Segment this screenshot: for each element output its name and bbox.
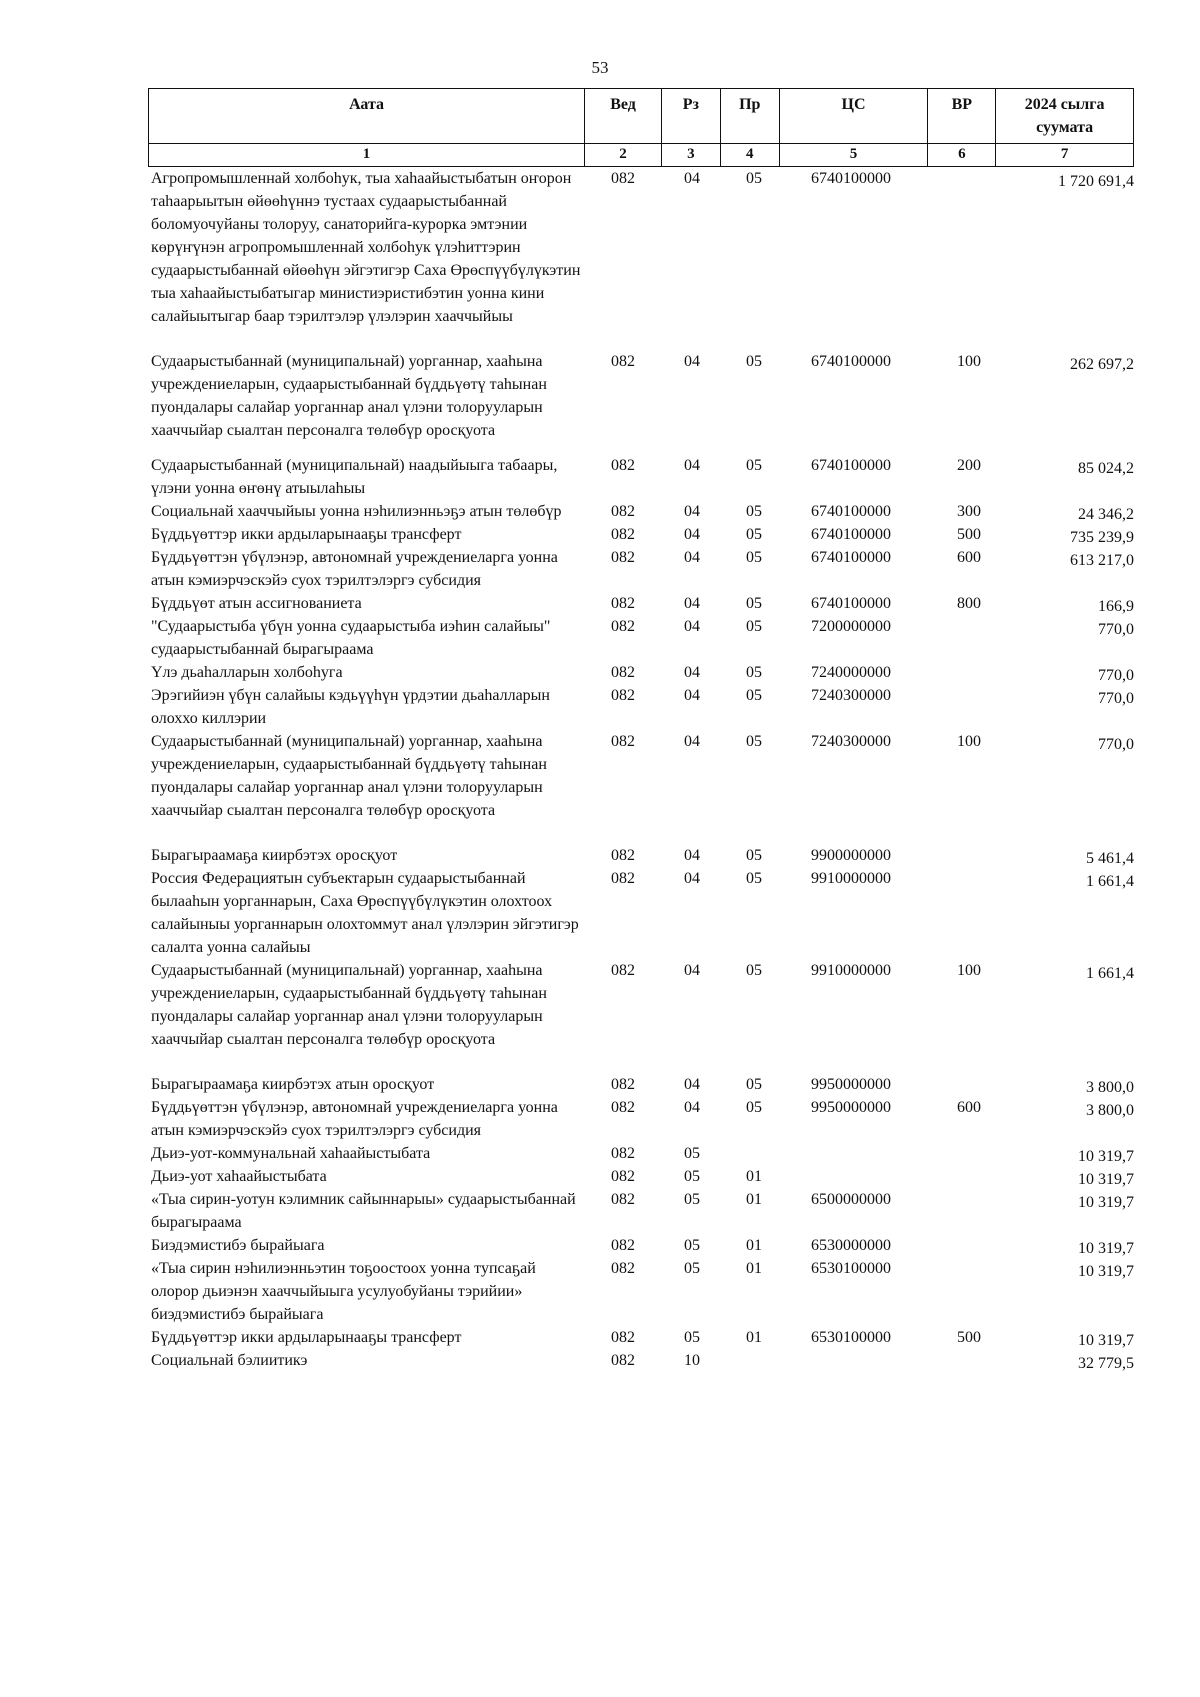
- row-ved: 082: [611, 595, 635, 612]
- row-rz: 05: [684, 1260, 700, 1277]
- row-name: Социальнай бэлиитикэ: [151, 1352, 308, 1369]
- row-pr: 05: [746, 962, 762, 979]
- row-cs: 6740100000: [811, 353, 891, 370]
- header-cs: ЦС: [780, 89, 929, 143]
- row-amount: 770,0: [1098, 690, 1134, 707]
- row-pr: 05: [746, 457, 762, 474]
- row-ved: 082: [611, 664, 635, 681]
- table-row: [151, 454, 1137, 500]
- row-pr: 05: [746, 1076, 762, 1093]
- row-name: Бүддьүөттэр икки ардыларынааҕы трансферт: [151, 526, 462, 543]
- row-pr: 05: [746, 595, 762, 612]
- row-ved: 082: [611, 503, 635, 520]
- row-amount: 85 024,2: [1078, 460, 1134, 477]
- row-name: Судаарыстыбаннай (муниципальнай) наадыйыыга табаары, үлэни уонна өҥөнү атыылаһыы: [151, 457, 558, 497]
- row-name: Бүддьүөттэр икки ардыларынааҕы трансферт: [151, 1329, 462, 1346]
- row-cs: 6740100000: [811, 549, 891, 566]
- row-cs: 9950000000: [811, 1076, 891, 1093]
- row-pr: 05: [746, 1099, 762, 1116]
- row-rz: 04: [684, 870, 700, 887]
- row-rz: 04: [684, 170, 700, 187]
- row-rz: 05: [684, 1191, 700, 1208]
- row-ved: 082: [611, 1260, 635, 1277]
- row-pr: 05: [746, 526, 762, 543]
- row-rz: 05: [684, 1145, 700, 1162]
- row-amount: 1 720 691,4: [1058, 173, 1134, 190]
- row-name: Биэдэмистибэ бырайыага: [151, 1237, 325, 1254]
- row-amount: 3 800,0: [1086, 1102, 1134, 1119]
- row-rz: 04: [684, 549, 700, 566]
- header-name: Аата: [149, 89, 585, 143]
- row-ved: 082: [611, 1076, 635, 1093]
- row-ved: 082: [611, 1352, 635, 1369]
- row-cs: 7200000000: [811, 618, 891, 635]
- row-name: Россия Федерациятын субъектарын судаарыстыбаннай былааһын уорганнарын, Саха Өрөспүүбүлүкэтин олохтоох салайыныы уорганнарын олохтоммут анал үлэлэрин эйгэтигэр салалта уонна салайыы: [151, 870, 579, 956]
- table-row: [151, 1188, 1137, 1234]
- table-row: [151, 684, 1137, 730]
- row-ved: 082: [611, 526, 635, 543]
- table-row: [151, 867, 1137, 959]
- row-name: Агропромышленнай холбоһук, тыа хаһаайыстыбатын оҥорон таһаарыытын өйөөһүннэ тустаах судаарыстыбаннай боломуочуйаны толоруу, санаторийга-курорка эмтэнии көрүҥүнэн агропромышленнай холбоһук үлэһиттэрин судаарыстыбаннай өйөөһүн эйгэтигэр Саха Өрөспүүбүлүкэтин тыа хаһаайыстыбатыгар министиэристибэтин уонна кини салайыытыгар баар тэрилтэлэр үлэлэрин хааччыйыы: [151, 170, 581, 325]
- row-rz: 04: [684, 1099, 700, 1116]
- row-pr: 05: [746, 503, 762, 520]
- row-ved: 082: [611, 1237, 635, 1254]
- row-rz: 10: [684, 1352, 700, 1369]
- row-ved: 082: [611, 1168, 635, 1185]
- table-header: [148, 88, 1134, 167]
- row-rz: 04: [684, 687, 700, 704]
- row-amount: 10 319,7: [1078, 1148, 1134, 1165]
- row-rz: 04: [684, 618, 700, 635]
- table-row: [151, 167, 1137, 328]
- row-ved: 082: [611, 549, 635, 566]
- row-cs: 6740100000: [811, 503, 891, 520]
- row-ved: 082: [611, 1145, 635, 1162]
- header-pr: Пр: [721, 89, 780, 143]
- header-rz: Рз: [662, 89, 721, 143]
- table-row: [151, 959, 1137, 1051]
- row-amount: 3 800,0: [1086, 1079, 1134, 1096]
- header-amount-line1: 2024 сылга: [1024, 96, 1105, 113]
- header-amount-line2: суумата: [1036, 119, 1094, 136]
- row-name: Социальнай хааччыйыы уонна нэһилиэнньэҕэ атын төлөбүр: [151, 503, 562, 520]
- row-rz: 04: [684, 664, 700, 681]
- table-row: [151, 1349, 1137, 1372]
- row-vr: 500: [957, 1329, 981, 1346]
- header-vr: ВР: [928, 89, 996, 143]
- row-amount: 10 319,7: [1078, 1240, 1134, 1257]
- table-row: [151, 350, 1137, 442]
- row-pr: 05: [746, 733, 762, 750]
- row-amount: 1 661,4: [1086, 965, 1134, 982]
- row-pr: 05: [746, 618, 762, 635]
- header-num: 7: [1060, 146, 1069, 162]
- row-vr: 100: [957, 962, 981, 979]
- row-cs: 6530100000: [811, 1329, 891, 1346]
- header-num: 2: [585, 144, 662, 166]
- row-name: «Тыа сирин нэһилиэнньэтин тоҕоостоох уонна тупсаҕай олорор дьиэнэн хааччыйыыга усулуобуйаны тэрийии» биэдэмистибэ бырайыага: [151, 1260, 536, 1323]
- row-name: "Судаарыстыба үбүн уонна судаарыстыба иэһин салайыы" судаарыстыбаннай бырагыраама: [151, 618, 551, 658]
- header-number-row: [148, 143, 1134, 167]
- row-amount: 770,0: [1098, 621, 1134, 638]
- header-title-row: [148, 88, 1134, 143]
- row-vr: 200: [957, 457, 981, 474]
- row-cs: 9950000000: [811, 1099, 891, 1116]
- row-pr: 05: [746, 664, 762, 681]
- row-amount: 770,0: [1098, 736, 1134, 753]
- header-ved: Вед: [585, 89, 662, 143]
- row-cs: 6740100000: [811, 170, 891, 187]
- row-name: Эрэгийиэн үбүн салайыы кэдьүүһүн үрдэтии дьаһалларын олоххо киллэрии: [151, 687, 550, 727]
- row-amount: 5 461,4: [1086, 850, 1134, 867]
- row-rz: 04: [684, 733, 700, 750]
- row-ved: 082: [611, 962, 635, 979]
- table-row: [151, 1165, 1137, 1188]
- row-rz: 05: [684, 1237, 700, 1254]
- row-amount: 10 319,7: [1078, 1332, 1134, 1349]
- row-rz: 04: [684, 503, 700, 520]
- header-num: 6: [928, 144, 996, 166]
- row-pr: 01: [746, 1260, 762, 1277]
- row-pr: 05: [746, 549, 762, 566]
- row-amount: 24 346,2: [1078, 506, 1134, 523]
- row-name: Бүддьүөттэн үбүлэнэр, автономнай учреждениеларга уонна атын кэмиэрчэскэйэ суох тэрилтэлэргэ субсидия: [151, 549, 558, 589]
- row-cs: 7240300000: [811, 733, 891, 750]
- header-amount: [996, 89, 1133, 143]
- row-cs: 6530000000: [811, 1237, 891, 1254]
- table-row: [151, 661, 1137, 684]
- row-cs: 6740100000: [811, 457, 891, 474]
- page-number: 53: [591, 58, 609, 77]
- row-name: Судаарыстыбаннай (муниципальнай) уорганнар, хааһына учреждениеларын, судаарыстыбаннай бүддьүөтү таһынан пуондалары салайар уорганнар анал үлэни толорууларын хааччыйар сыалтан персоналга төлөбүр оросқуота: [151, 962, 547, 1048]
- row-ved: 082: [611, 1329, 635, 1346]
- row-rz: 04: [684, 1076, 700, 1093]
- row-cs: 6740100000: [811, 595, 891, 612]
- row-amount: 10 319,7: [1078, 1194, 1134, 1211]
- row-ved: 082: [611, 1191, 635, 1208]
- table-row: [151, 546, 1137, 592]
- table-row: [151, 1142, 1137, 1165]
- row-vr: 500: [957, 526, 981, 543]
- row-name: Бырагыраамаҕа киирбэтэх оросқуот: [151, 847, 398, 864]
- row-name: Бүддьүөт атын ассигнованиета: [151, 595, 362, 612]
- row-pr: 05: [746, 870, 762, 887]
- row-pr: 01: [746, 1168, 762, 1185]
- table-row: [151, 1234, 1137, 1257]
- row-vr: 600: [957, 1099, 981, 1116]
- row-cs: 9900000000: [811, 847, 891, 864]
- row-vr: 800: [957, 595, 981, 612]
- row-ved: 082: [611, 353, 635, 370]
- row-name: Бырагыраамаҕа киирбэтэх атын оросқуот: [151, 1076, 435, 1093]
- row-pr: 05: [746, 687, 762, 704]
- row-pr: 01: [746, 1329, 762, 1346]
- row-ved: 082: [611, 870, 635, 887]
- row-cs: 7240300000: [811, 687, 891, 704]
- row-rz: 04: [684, 962, 700, 979]
- row-cs: 7240000000: [811, 664, 891, 681]
- row-pr: 01: [746, 1191, 762, 1208]
- row-amount: 32 779,5: [1078, 1355, 1134, 1372]
- row-rz: 04: [684, 526, 700, 543]
- table-row: [151, 844, 1137, 867]
- row-amount: 10 319,7: [1078, 1171, 1134, 1188]
- row-rz: 04: [684, 595, 700, 612]
- row-ved: 082: [611, 847, 635, 864]
- row-rz: 05: [684, 1329, 700, 1346]
- row-name: Үлэ дьаһалларын холбоһуга: [151, 664, 343, 681]
- table-row: [151, 592, 1137, 615]
- row-vr: 100: [957, 353, 981, 370]
- row-cs: 9910000000: [811, 870, 891, 887]
- row-name: Дьиэ-уот-коммунальнай хаһаайыстыбата: [151, 1145, 431, 1162]
- row-ved: 082: [611, 170, 635, 187]
- table-row: [151, 500, 1137, 523]
- header-num: 3: [662, 144, 721, 166]
- row-name: Судаарыстыбаннай (муниципальнай) уорганнар, хааһына учреждениеларын, судаарыстыбаннай бүддьүөтү таһынан пуондалары салайар уорганнар анал үлэни толорууларын хааччыйар сыалтан персоналга төлөбүр оросқуота: [151, 353, 547, 439]
- row-name: Дьиэ-уот хаһаайыстыбата: [151, 1168, 327, 1185]
- table-row: [151, 1257, 1137, 1326]
- row-vr: 600: [957, 549, 981, 566]
- row-amount: 770,0: [1098, 667, 1134, 684]
- row-cs: 6740100000: [811, 526, 891, 543]
- row-rz: 04: [684, 457, 700, 474]
- row-pr: 05: [746, 170, 762, 187]
- header-num: 5: [780, 144, 929, 166]
- table-row: [151, 523, 1137, 546]
- row-ved: 082: [611, 618, 635, 635]
- row-name: «Тыа сирин-уотун кэлимник сайыннарыы» судаарыстыбаннай бырагыраама: [151, 1191, 576, 1231]
- row-amount: 613 217,0: [1070, 552, 1134, 569]
- row-cs: 6500000000: [811, 1191, 891, 1208]
- table-body: [151, 167, 1137, 1372]
- row-rz: 04: [684, 847, 700, 864]
- row-ved: 082: [611, 733, 635, 750]
- row-pr: 05: [746, 353, 762, 370]
- row-ved: 082: [611, 457, 635, 474]
- row-cs: 6530100000: [811, 1260, 891, 1277]
- table-row: [151, 615, 1137, 661]
- row-amount: 735 239,9: [1070, 529, 1134, 546]
- row-name: Судаарыстыбаннай (муниципальнай) уорганнар, хааһына учреждениеларын, судаарыстыбаннай бүддьүөтү таһынан пуондалары салайар уорганнар анал үлэни толорууларын хааччыйар сыалтан персоналга төлөбүр оросқуота: [151, 733, 547, 819]
- row-pr: 05: [746, 847, 762, 864]
- row-pr: 01: [746, 1237, 762, 1254]
- table-row: [151, 1073, 1137, 1096]
- row-vr: 300: [957, 503, 981, 520]
- row-ved: 082: [611, 687, 635, 704]
- table-row: [151, 1096, 1137, 1142]
- row-amount: 166,9: [1098, 598, 1134, 615]
- row-rz: 05: [684, 1168, 700, 1185]
- row-name: Бүддьүөттэн үбүлэнэр, автономнай учреждениеларга уонна атын кэмиэрчэскэйэ суох тэрилтэлэргэ субсидия: [151, 1099, 558, 1139]
- row-amount: 10 319,7: [1078, 1263, 1134, 1280]
- table-row: [151, 1326, 1137, 1349]
- row-amount: 1 661,4: [1086, 873, 1134, 890]
- row-rz: 04: [684, 353, 700, 370]
- row-ved: 082: [611, 1099, 635, 1116]
- row-cs: 9910000000: [811, 962, 891, 979]
- header-num: 4: [721, 144, 780, 166]
- header-num: 1: [149, 144, 585, 166]
- table-row: [151, 730, 1137, 822]
- row-vr: 100: [957, 733, 981, 750]
- row-amount: 262 697,2: [1070, 356, 1134, 373]
